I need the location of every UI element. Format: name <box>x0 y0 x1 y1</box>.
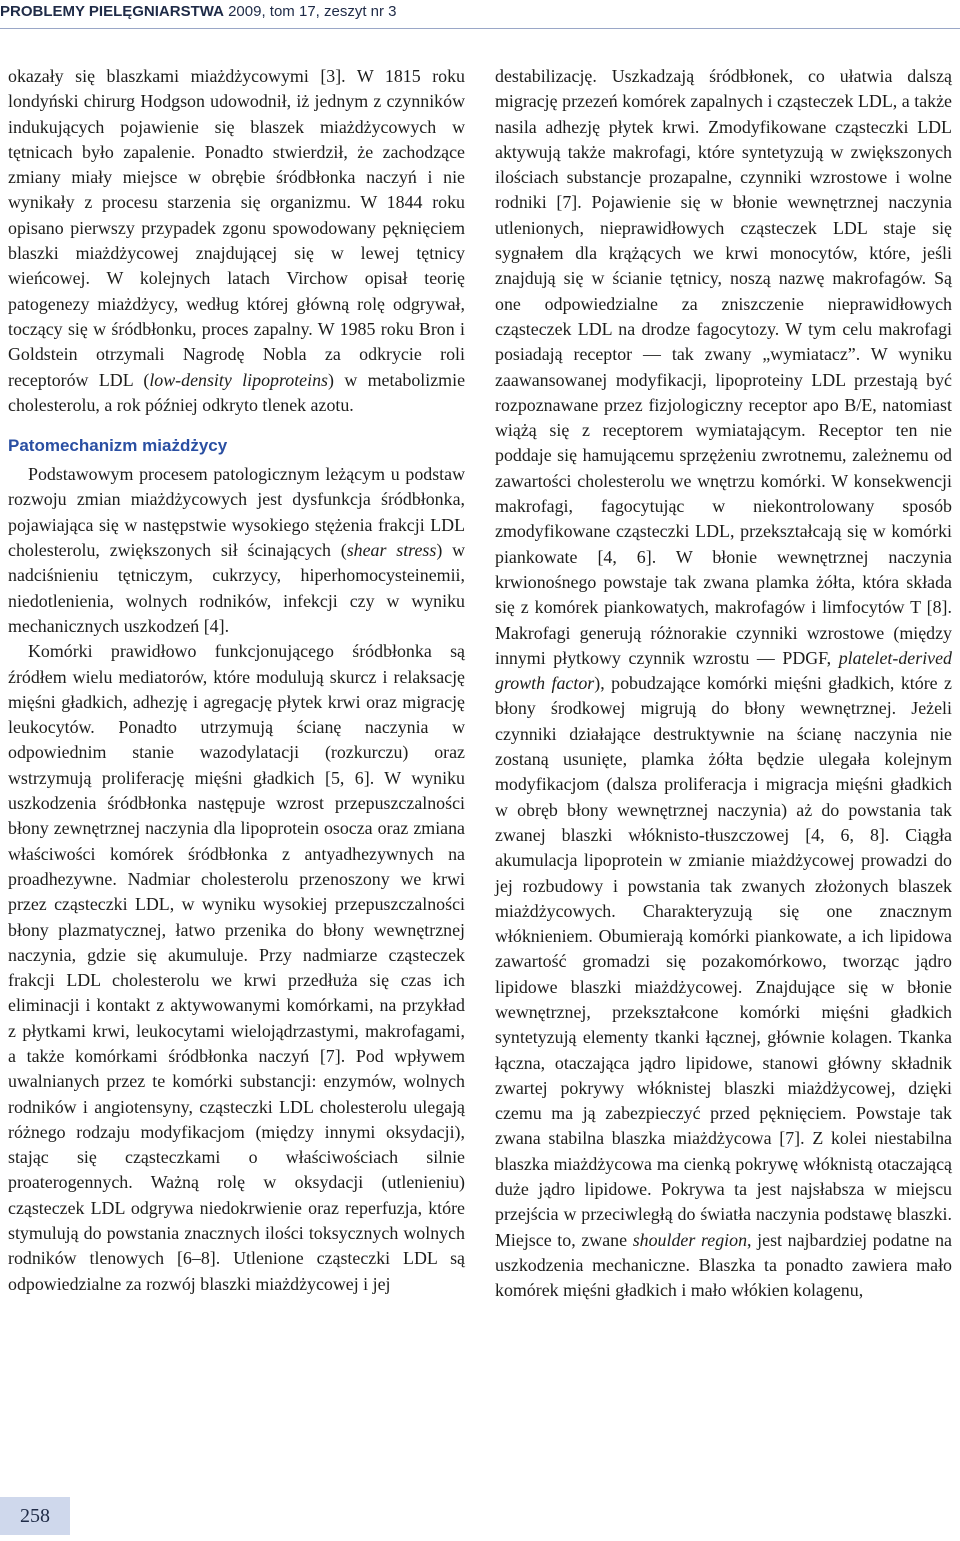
journal-title: PROBLEMY PIELĘGNIARSTWA <box>0 3 224 20</box>
journal-issue: 2009, tom 17, zeszyt nr 3 <box>228 3 397 20</box>
section-heading: Patomechanizm miażdżycy <box>8 436 228 456</box>
header-rule <box>0 28 960 29</box>
page-number: 258 <box>0 1497 70 1535</box>
paragraph-endothelium: Komórki prawidłowo funkcjonującego śródbłonka są źródłem wielu mediatorów, które modulują skurcz i relaksację mięśni gładkich, adhezję i agregację płytek krwi oraz migrację leukocytów. Ponadto utrzymują ścianę naczynia w odpowiednim stanie wazodylatacji (rozkurczu) oraz wstrzymują proliferację mięśni gładkich [5, 6]. W wyniku uszkodzenia śródbłonka następuje wzrost przepuszczalności błony zewnętrznej naczynia dla lipoprotein osocza oraz zmiana właściwości komórek śródbłonka z antyadhezywnych na proadhezywne. Nadmiar cholesterolu przenoszony we krwi przez cząsteczki LDL, w wyniku wysokiej przepuszczalności błony plazmatycznej, łatwo przenika do błony wewnętrznej naczynia, gdzie się akumuluje. Przy nadmiarze cząsteczek frakcji LDL cholesterolu we krwi przedłuża się czas ich eliminacji i kontakt z aktywowanymi komórkami, na przykład z płytkami krwi, leukocytami wielojądrzastymi, makrofagami, a także komórkami śródbłonka naczyń [7]. Pod wpływem uwalnianych przez te komórki substancji: enzymów, wolnych rodników i angiotensyny, cząsteczki LDL cholesterolu ulegają różnego rodzaju modyfikacjom (między innymi oksydacji), stając się cząsteczkami o właściwościach silnie proaterogennych. Ważną rolę w oksydacji (utlenieniu) cząsteczek LDL odgrywa niedokrwienie oraz reperfuzja, które stymulują do powstania znacznych ilości toksycznych wolnych rodników tlenowych [6–8]. Utlenione cząsteczki LDL są odpowiedzialne za rozwój blaszki miażdżycowej i jej <box>8 641 465 1294</box>
paragraph-history: okazały się blaszkami miażdżycowymi [3]. W 1815 roku londyński chirurg Hodgson udowodnił, iż jednym z czynników indukujących pojawienie się blaszek miażdżycowych w tętnicach było zapalenie. Ponadto stwierdził, że zachodzące zmiany miały miejsce w obrębie śródbłonka naczyń i nie wynikały z procesu starzenia się organizmu. W 1844 roku opisano pierwszy przypadek zgonu spowodowany pęknięciem blaszki miażdżycowej znajdującej się w lewej tętnicy wieńcowej. W kolejnych latach Virchow opisał teorię patogenezy miażdżycy, według której główną rolę odgrywał, toczący się w śródbłonku, proces zapalny. W 1985 roku Bron i Goldstein otrzymali Nagrodę Nobla za odkrycie roli receptorów LDL (low-density lipoproteins) w metabolizmie cholesterolu, a rok później odkryto tlenek azotu. <box>8 66 466 415</box>
paragraph-destabilization: destabilizację. Uszkadzają śródbłonek, co ułatwia dalszą migrację przezeń komórek zapalnych i cząsteczek LDL, a także nasila adhezję płytek krwi. Zmodyfikowane cząsteczki LDL aktywują także makrofagi, które syntetyzują w zwiększonych ilościach substancje prozapalne, czynniki wzrostowe i wolne rodniki [7]. Pojawienie się w błonie wewnętrznej naczynia utlenionych, nieprawidłowych cząsteczek LDL staje się sygnałem dla krążących we krwi monocytów, które, jeśli znajdują się w ścianie tętnicy, noszą nazwę makrofagów. Są one odpowiedzialne za zniszczenie nieprawidłowych cząsteczek LDL na drodze fagocytozy. W tym celu makrofagi posiadają receptor — tak zwany „wymiatacz”. W wyniku zaawansowanej modyfikacji, lipoproteiny LDL przestają być rozpoznawane przez fizjologiczny receptor apo B/E, natomiast wiążą się z receptorem wymiatającym. Receptor ten nie poddaje się hamującemu sprzężeniu zwrotnemu, zależnemu od zawartości cholesterolu we wnętrzu komórki. W konsekwencji makrofagi, fagocytując w niekontrolowany sposób zmodyfikowane cząsteczki LDL, przekształcają się w komórki piankowate [4, 6]. W błonie wewnętrznej naczynia krwionośnego powstaje tak zwana plamka żółta, która składa się z komórek piankowatych, makrofagów i limfocytów T [8]. Makrofagi generują różnorakie czynniki wzrostowe (między innymi płytkowy czynnik wzrostu — PDGF, platelet-derived growth factor), pobudzające komórki mięśni gładkich, które z błony środkowej migrują do błony wewnętrznej. Jeżeli czynniki działające destruktywnie na ścianę naczynia nie zostaną usunięte, plamka żółta będzie ulegała kolejnym modyfikacjom (dalsza proliferacja i migracja mięśni gładkich w obręb błony wewnętrznej naczynia) aż do powstania tak zwanej blaszki włóknisto-tłuszczowej [4, 6, 8]. Ciągła akumulacja lipoprotein w zmianie miażdżycowej prowadzi do jej rozbudowy i powstania tak zwanych złożonych blaszek miażdżycowych. Charakteryzują się one znacznym włóknieniem. Obumierają komórki piankowate, a ich lipidowa zawartość gromadzi się pozakomórkowo, tworząc jądro lipidowe blaszki miażdżycowej. Znajdujące się w błonie wewnętrznej, przekształcone komórki mięśni gładkich syntetyzują elementy tkanki łącznej, głównie kolagen. Tkanka łączna, otaczająca jądro lipidowe, stanowi główny składnik zwartej pokrywy włóknistej blaszki miażdżycowej, dzięki czemu ma ją zabezpieczyć przed pęknięciem. Powstaje tak zwana stabilna blaszka miażdżycowa [7]. Z kolei niestabilna blaszka miażdżycowa ma cienką pokrywę włóknistą otaczającą duże jądro lipidowe. Pokrywa ta jest najsłabsza w miejscu przejścia w przeciwległą do światła naczynia podstawę blaszki. Miejsce to, zwane shoulder region, jest najbardziej podatne na uszkodzenia mechaniczne. Blaszka ta ponadto zawiera mało komórek mięśni gładkich i mało włókien kolagenu, <box>495 66 952 1301</box>
left-column <box>8 64 465 1297</box>
running-header <box>0 0 960 24</box>
paragraph-pathomechanism: Podstawowym procesem patologicznym leżącym u podstaw rozwoju zmian miażdżycowych jest dysfunkcja śródbłonka, pojawiająca się w następstwie wysokiego stężenia frakcji LDL cholesterolu, zwiększonych sił ścinających (shear stress) w nadciśnieniu tętniczym, cukrzycy, hiperhomocysteinemii, niedotlenienia, wolnych rodników, infekcji czy w wyniku mechanicznych uszkodzeń [4]. <box>8 464 465 636</box>
right-column <box>495 64 952 1304</box>
